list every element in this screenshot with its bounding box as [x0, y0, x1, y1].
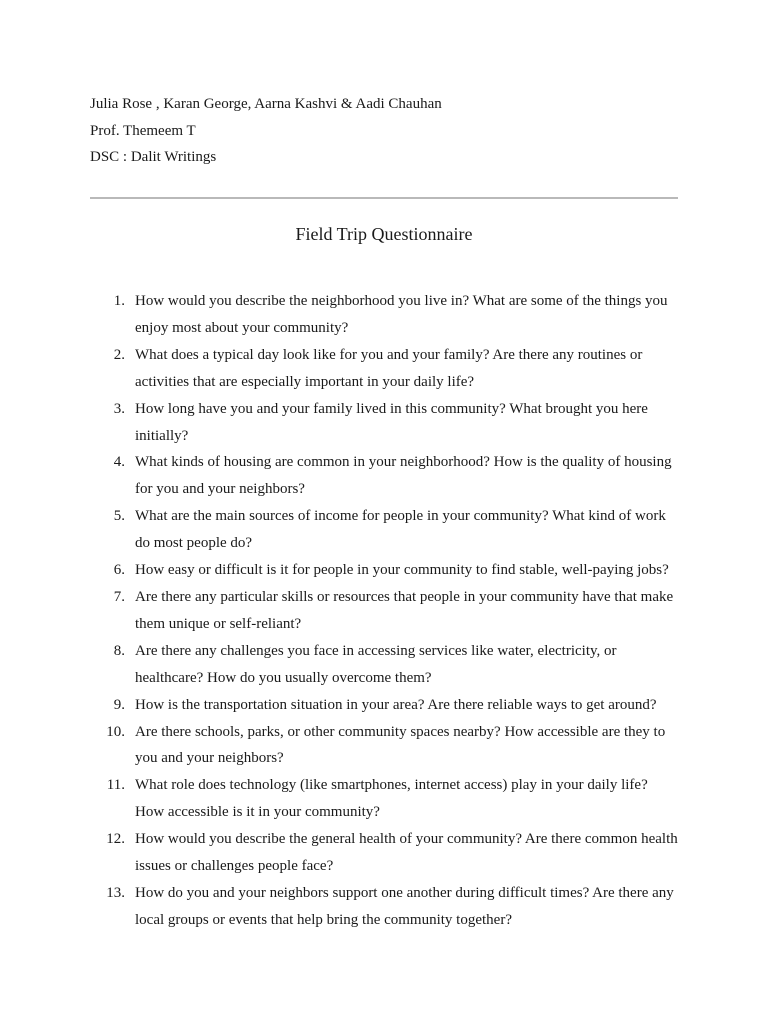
question-text: Are there any challenges you face in accessing services like water, electricity, or healthcare? How do you usually overcome them? — [135, 642, 617, 686]
question-item — [90, 449, 680, 503]
question-number: 5. — [113, 508, 125, 525]
question-text: How easy or difficult is it for people in your community to find stable, well-paying jobs? — [135, 562, 669, 579]
question-text: How would you describe the general health of your community? Are there common health issues or challenges people face? — [135, 831, 678, 875]
question-item — [90, 396, 680, 450]
horizontal-divider — [90, 197, 678, 199]
question-item — [90, 638, 680, 692]
question-number: 1. — [113, 293, 125, 309]
question-number: 8. — [113, 642, 125, 659]
question-number: 3. — [113, 400, 125, 417]
question-item — [90, 826, 680, 880]
document-header — [90, 91, 678, 171]
question-text: What are the main sources of income for people in your community? What kind of work do most people do? — [135, 508, 666, 552]
professor-line: Prof. Themeem T — [90, 122, 196, 139]
question-number: 11. — [106, 777, 125, 794]
question-number: 7. — [113, 588, 125, 605]
question-item — [90, 342, 680, 396]
question-item — [90, 772, 680, 826]
question-text: What kinds of housing are common in your neighborhood? How is the quality of housing for you and your neighbors? — [135, 454, 672, 498]
question-text: How is the transportation situation in your area? Are there reliable ways to get around? — [135, 696, 657, 713]
question-number: 6. — [113, 562, 125, 579]
question-item — [90, 692, 680, 719]
question-text: How would you describe the neighborhood you live in? What are some of the things you enjoy most about your community? — [135, 293, 668, 336]
question-item — [90, 880, 680, 934]
question-number: 2. — [113, 346, 125, 363]
question-number: 10. — [106, 723, 125, 740]
question-list — [90, 288, 680, 934]
question-number: 12. — [106, 831, 125, 848]
question-number: 13. — [106, 884, 125, 901]
question-number: 4. — [113, 454, 125, 471]
question-item — [90, 584, 680, 638]
question-number: 9. — [113, 696, 125, 713]
question-item — [90, 557, 680, 584]
question-item — [90, 719, 680, 773]
question-text: Are there schools, parks, or other community spaces nearby? How accessible are they to you and your neighbors? — [135, 723, 666, 767]
question-text: What role does technology (like smartphones, internet access) play in your daily life? How accessible is it in your community? — [135, 777, 648, 821]
course-line: DSC : Dalit Writings — [90, 149, 217, 165]
document-title: Field Trip Questionnaire — [295, 224, 473, 244]
question-text: Are there any particular skills or resources that people in your community have that make them unique or self-reliant? — [135, 588, 674, 632]
question-item — [90, 503, 680, 557]
question-text: How long have you and your family lived in this community? What brought you here initially? — [135, 400, 648, 444]
question-item — [90, 288, 680, 342]
question-text: How do you and your neighbors support one another during difficult times? Are there any local groups or events that help bring the community together? — [135, 884, 674, 928]
question-text: What does a typical day look like for you and your family? Are there any routines or activities that are especially important in your daily life? — [135, 346, 643, 390]
authors-line: Julia Rose , Karan George, Aarna Kashvi & Aadi Chauhan — [90, 96, 442, 112]
